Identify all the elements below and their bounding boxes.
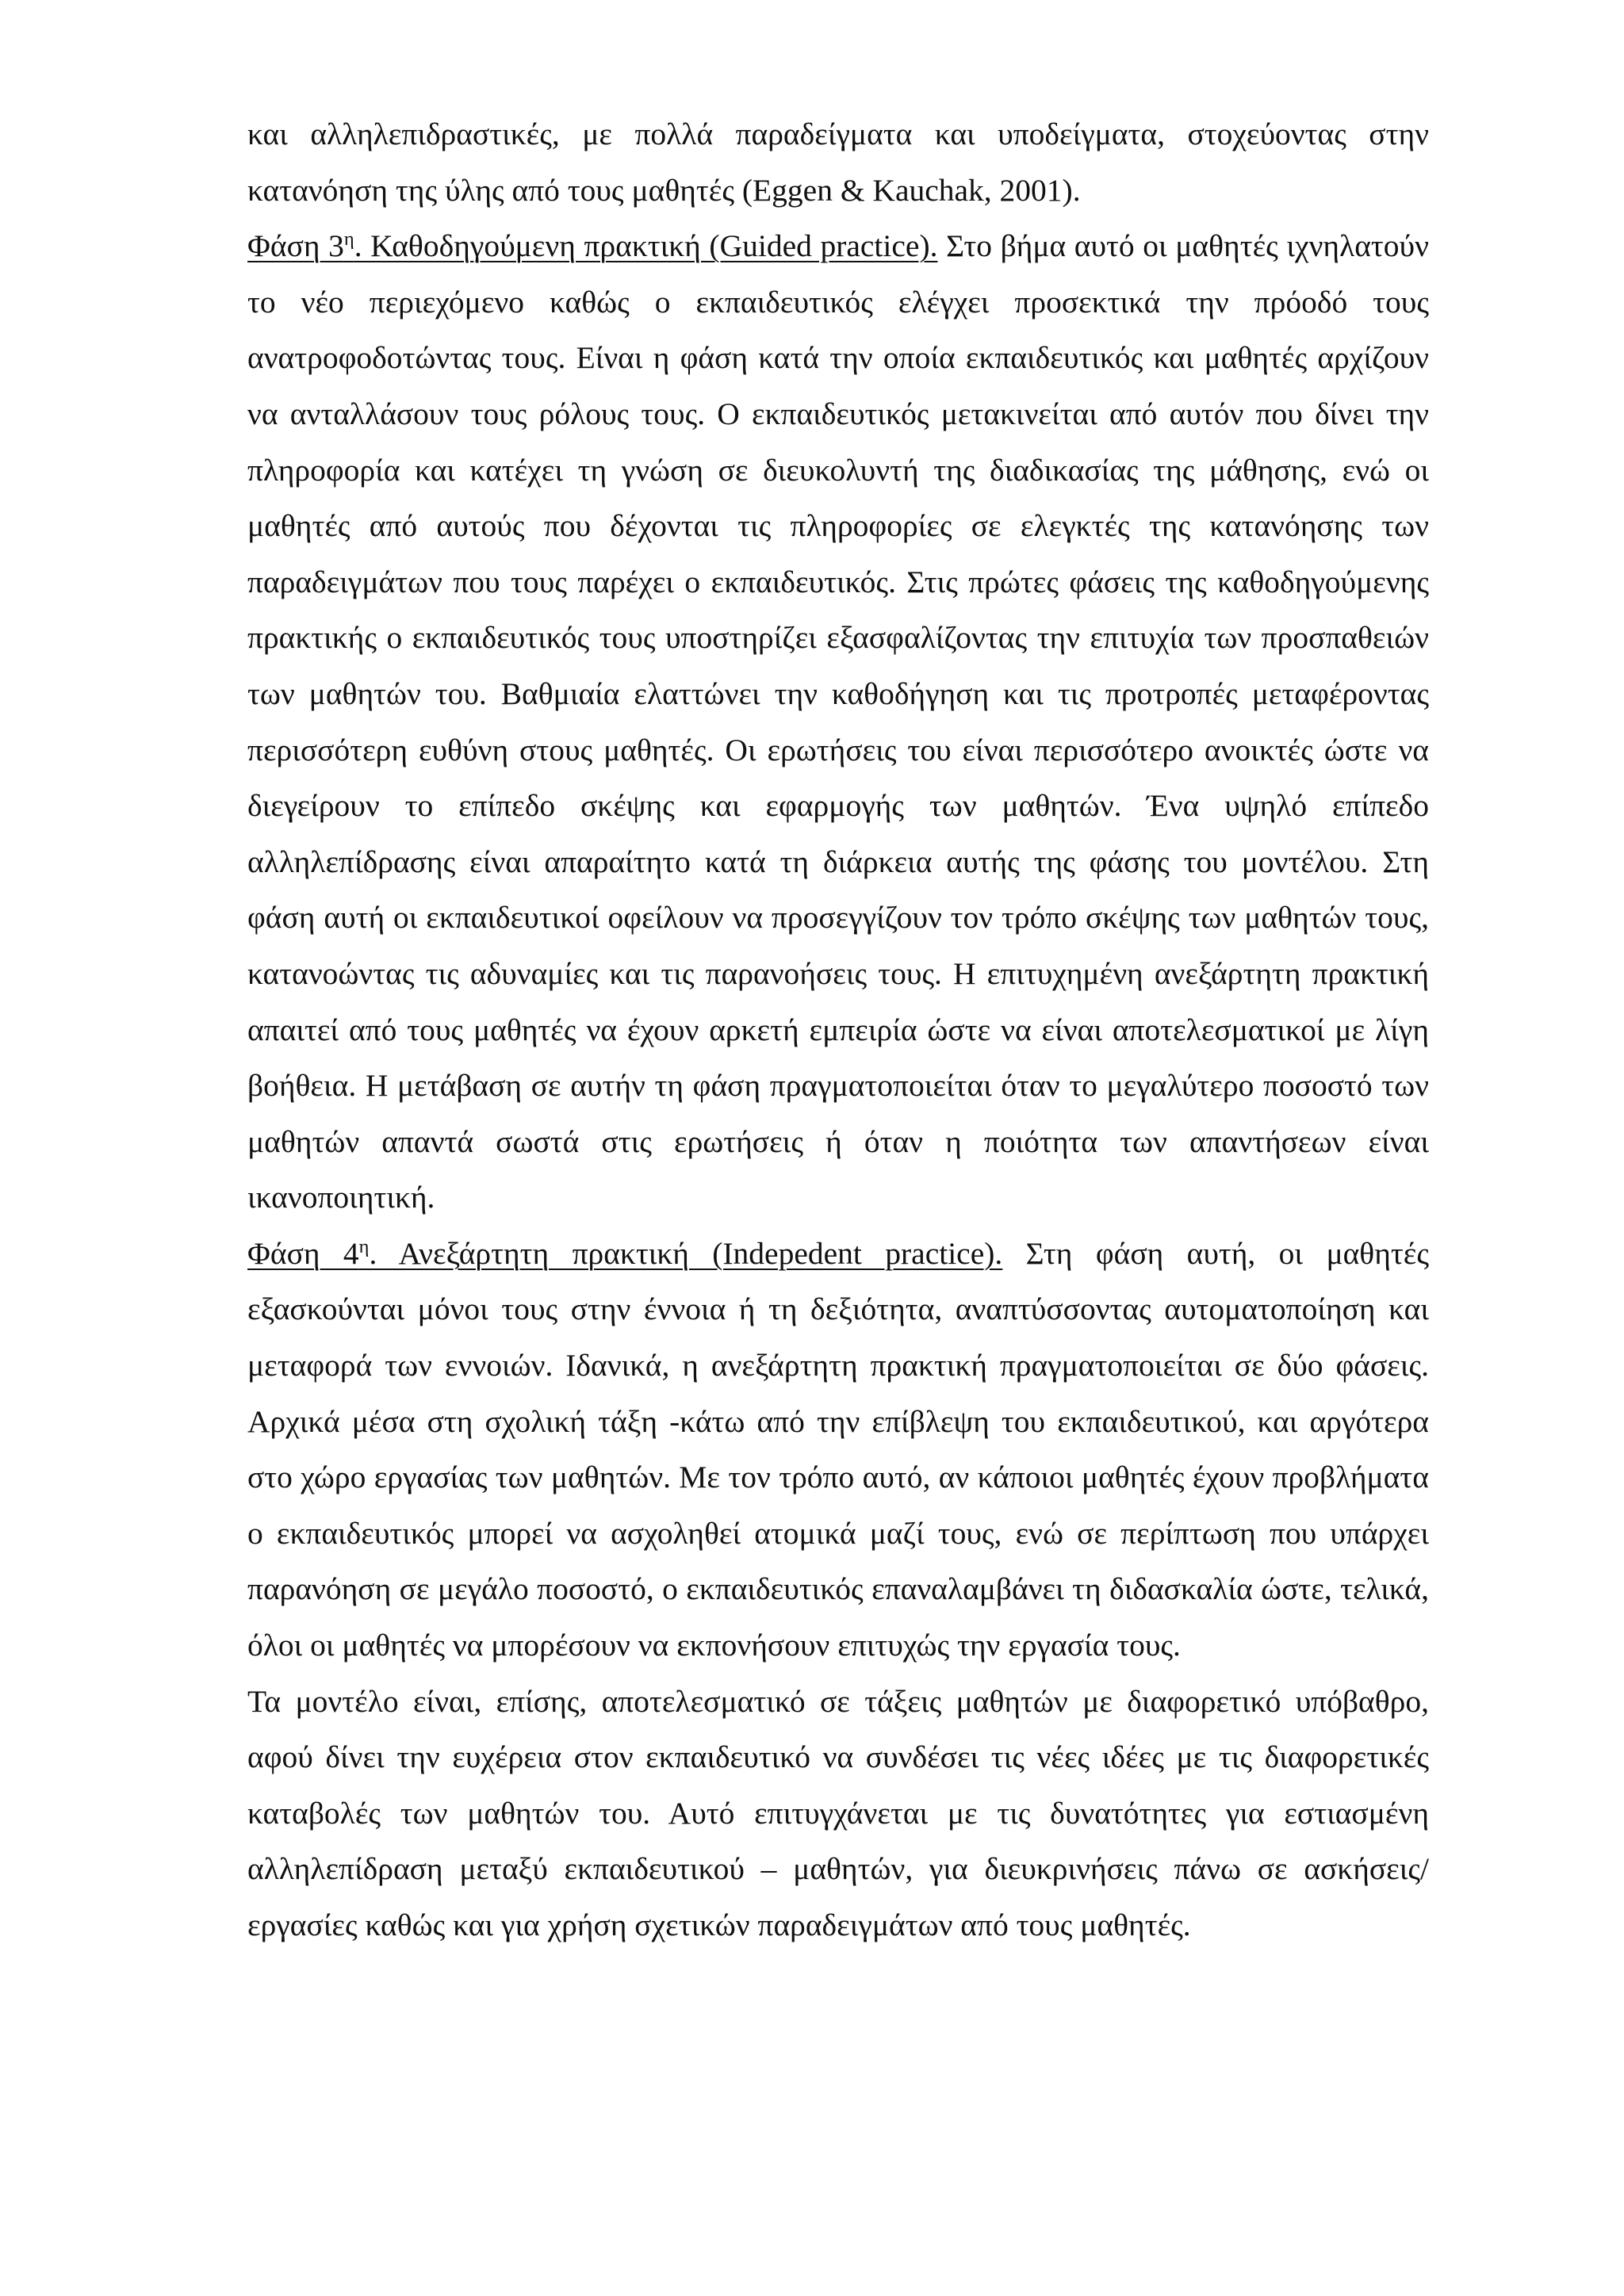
phase4-heading-pre: Φάση 4 [247, 1235, 359, 1271]
phase4-heading-superscript: η [358, 1235, 370, 1257]
intro-paragraph: και αλληλεπιδραστικές, με πολλά παραδείγματα και υποδείγματα, στοχεύοντας στην κατανόηση της ύλης από τους μαθητές (Eggen & Kauchak, 2001). [247, 117, 1429, 208]
phase4-text: Στη φάση αυτή, οι μαθητές εξασκούνται μόνοι τους στην έννοια ή τη δεξιότητα, αναπτύσσοντας αυτοματοποίηση και μεταφορά των εννοιών. Ιδανικά, η ανεξάρτητη πρακτική πραγματοποιείται σε δύο φάσεις. Αρχικά μέσα στη σχολική τάξη -κάτω από την επίβλεψη του εκπαιδευτικού, και αργότερα στο χώρο εργασίας των μαθητών. Με τον τρόπο αυτό, αν κάποιοι μαθητές έχουν προβλήματα ο εκπαιδευτικός μπορεί να ασχοληθεί ατομικά μαζί τους, ενώ σε περίπτωση που υπάρχει παρανόηση σε μεγάλο ποσοστό, ο εκπαιδευτικός επαναλαμβάνει τη διδασκαλία ώστε, τελικά, όλοι οι μαθητές να μπορέσουν να εκπονήσουν επιτυχώς την εργασία τους. [247, 1235, 1429, 1663]
phase4-heading [247, 1236, 1002, 1271]
document-body [247, 106, 1429, 1954]
phase4-heading-post: . Ανεξάρτητη πρακτική (Indepedent practice). [369, 1235, 1003, 1271]
phase3-heading-superscript: η [343, 228, 354, 251]
phase3-heading-pre: Φάση 3 [247, 228, 344, 264]
phase3-heading-post: . Καθοδηγούμενη πρακτική (Guided practice). [354, 228, 938, 264]
phase3-text: Στο βήμα αυτό οι μαθητές ιχνηλατούν το νέο περιεχόμενο καθώς ο εκπαιδευτικός ελέγχει προσεκτικά την πρόοδό τους ανατροφοδοτώντας τους. Είναι η φάση κατά την οποία εκπαιδευτικός και μαθητές αρχίζουν να ανταλλάσουν τους ρόλους τους. Ο εκπαιδευτικός μετακινείται από αυτόν που δίνει την πληροφορία και κατέχει τη γνώση σε διευκολυντή της διαδικασίας της μάθησης, ενώ οι μαθητές από αυτούς που δέχονται τις πληροφορίες σε ελεγκτές της κατανόησης των παραδειγμάτων που τους παρέχει ο εκπαιδευτικός. Στις πρώτες φάσεις της καθοδηγούμενης πρακτικής ο εκπαιδευτικός τους υποστηρίζει εξασφαλίζοντας την επιτυχία των προσπαθειών των μαθητών του. Βαθμιαία ελαττώνει την καθοδήγηση και τις προτροπές μεταφέροντας περισσότερη ευθύνη στους μαθητές. Οι ερωτήσεις του είναι περισσότερο ανοικτές ώστε να διεγείρουν το επίπεδο σκέψης και εφαρμογής των μαθητών. Ένα υψηλό επίπεδο αλληλεπίδρασης είναι απαραίτητο κατά τη διάρκεια αυτής της φάσης του μοντέλου. Στη φάση αυτή οι εκπαιδευτικοί οφείλουν να προσεγγίζουν τον τρόπο σκέψης των μαθητών τους, κατανοώντας τις αδυναμίες και τις παρανοήσεις τους. Η επιτυχημένη ανεξάρτητη πρακτική απαιτεί από τους μαθητές να έχουν αρκετή εμπειρία ώστε να είναι αποτελεσματικοί με λίγη βοήθεια. Η μετάβαση σε αυτήν τη φάση πραγματοποιείται όταν το μεγαλύτερο ποσοστό των μαθητών απαντά σωστά στις ερωτήσεις ή όταν η ποιότητα των απαντήσεων είναι ικανοποιητική. [247, 228, 1429, 1215]
phase3-heading [247, 228, 937, 263]
phase4-paragraph [247, 1226, 1429, 1674]
phase3-paragraph [247, 218, 1429, 1226]
final-paragraph: Τα μοντέλο είναι, επίσης, αποτελεσματικό σε τάξεις μαθητών με διαφορετικό υπόβαθρο, αφού δίνει την ευχέρεια στον εκπαιδευτικό να συνδέσει τις νέες ιδέες με τις διαφορετικές καταβολές των μαθητών του. Αυτό επιτυγχάνεται με τις δυνατότητες για εστιασμένη αλληλεπίδραση μεταξύ εκπαιδευτικού – μαθητών, για διευκρινήσεις πάνω σε ασκήσεις/ εργασίες καθώς και για χρήση σχετικών παραδειγμάτων από τους μαθητές. [247, 1683, 1429, 1942]
